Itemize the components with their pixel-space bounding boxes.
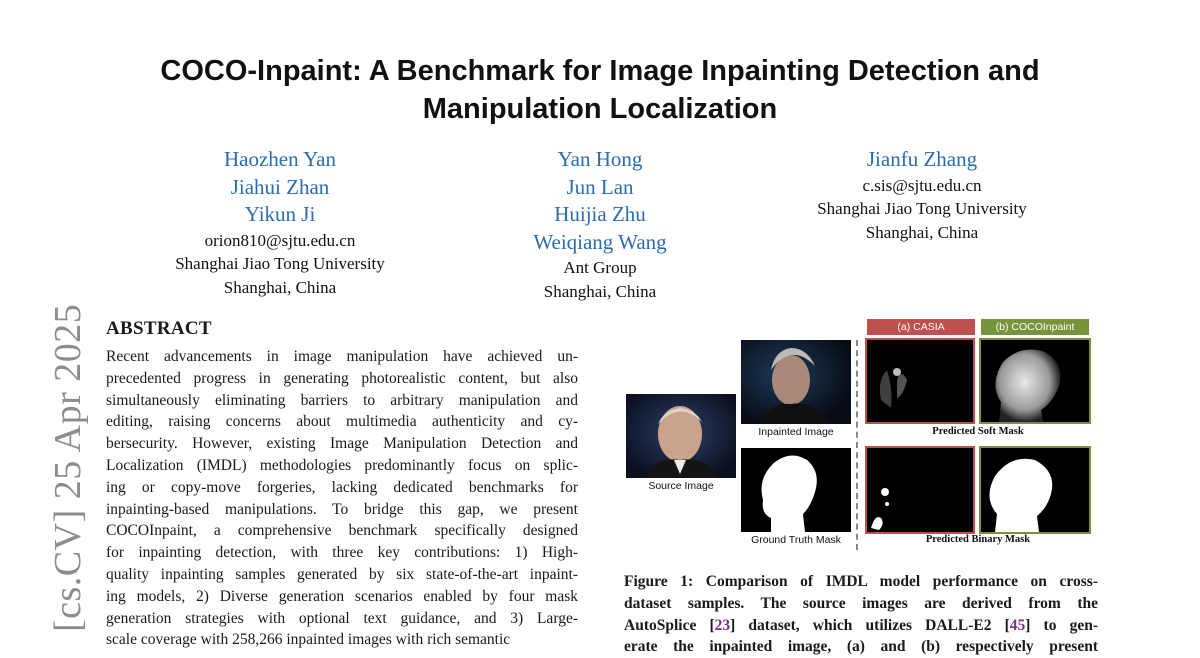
author-location: Shanghai, China <box>543 281 657 301</box>
paper-title <box>90 52 1110 128</box>
abstract-line: Recent advancements in image manipulation have achieved un- <box>106 348 578 365</box>
author-institution: Shanghai Jiao Tong University <box>175 254 385 273</box>
label-predicted-soft-mask: Predicted Soft Mask <box>932 426 1024 437</box>
caption-line <box>624 615 1098 637</box>
abstract-heading: ABSTRACT <box>106 318 212 339</box>
author-email: c.sis@sjtu.edu.cn <box>862 175 982 195</box>
author-email: orion810@sjtu.edu.cn <box>204 230 356 250</box>
author-name-link[interactable]: Jun Lan <box>566 174 634 199</box>
caption-text: ] dataset, which utilizes DALL-E2 [ <box>730 616 1010 634</box>
author-name-link[interactable]: Jianfu Zhang <box>866 147 978 171</box>
cocoinpaint-soft-mask <box>979 338 1091 424</box>
figure-divider <box>856 340 858 550</box>
author-location: Shanghai, China <box>223 277 337 297</box>
inpainted-image <box>741 340 851 424</box>
author-location: Shanghai, China <box>865 222 979 242</box>
author-block-sjtu-2 <box>772 146 1072 244</box>
label-source-image: Source Image <box>648 480 714 492</box>
label-inpainted-image: Inpainted Image <box>758 426 834 438</box>
author-name-link[interactable]: Yan Hong <box>557 147 643 171</box>
title-line-2: Manipulation Localization <box>422 93 778 125</box>
abstract-line: scale coverage with 258,266 inpainted images with rich semantic <box>106 631 511 649</box>
author-name-link[interactable]: Yikun Ji <box>244 202 316 226</box>
caption-line: erate the inpainted image, (a) and (b) respectively present <box>624 638 1098 656</box>
arxiv-stamp: [cs.CV] 25 Apr 2025 <box>47 303 89 632</box>
abstract-line: Localization (IMDL) methodologies predominantly focus on splic- <box>106 456 578 474</box>
abstract-line: inpainting-based manipulations. To bridge this gap, we present <box>106 500 578 518</box>
abstract-line: quality inpainting samples generated by six state-of-the-art inpaint- <box>106 565 578 583</box>
author-institution: Shanghai Jiao Tong University <box>817 199 1027 218</box>
author-block-ant <box>470 146 730 303</box>
abstract-line: for inpainting detection, with three key contributions: 1) High- <box>106 544 578 562</box>
source-image <box>626 394 736 478</box>
caption-line: Figure 1: Comparison of IMDL model performance on cross- <box>624 573 1098 590</box>
abstract-line: editing, raising concerns about multimedia authenticity and cy- <box>106 413 578 431</box>
abstract-line: ing or copy-move forgeries, lacking dedicated benchmarks for <box>106 478 578 496</box>
ground-truth-mask <box>741 448 851 532</box>
abstract-line: bersecurity. However, existing Image Manipulation Detection and <box>106 435 578 453</box>
label-ground-truth-mask: Ground Truth Mask <box>751 534 841 546</box>
tag-casia: (a) CASIA <box>867 319 975 335</box>
abstract-line: generation strategies with optional text guidance, and 3) Large- <box>106 609 578 627</box>
figure-1 <box>622 318 1092 550</box>
label-predicted-binary-mask: Predicted Binary Mask <box>925 534 1031 545</box>
caption-text: ] to gen- <box>1025 616 1099 634</box>
author-name-link[interactable]: Jiahui Zhan <box>230 174 330 199</box>
tag-cocoinpaint: (b) COCOInpaint <box>981 319 1089 335</box>
author-name-link[interactable]: Huijia Zhu <box>554 202 646 226</box>
figure-caption <box>624 571 1098 658</box>
abstract-line: precedented progress in generating photorealistic content, but also <box>106 369 578 387</box>
citation-link[interactable]: 45 <box>1009 616 1026 634</box>
abstract-line: ing models, 2) Diverse generation scenarios enabled by four mask <box>106 587 578 605</box>
author-name-link[interactable]: Haozhen Yan <box>224 147 336 171</box>
casia-binary-mask <box>865 446 975 534</box>
caption-line: dataset samples. The source images are derived from the <box>624 594 1098 612</box>
abstract-body <box>106 346 578 651</box>
citation-link[interactable]: 23 <box>714 616 731 634</box>
author-name-link[interactable]: Weiqiang Wang <box>533 229 667 254</box>
caption-text: AutoSplice [ <box>624 616 715 634</box>
title-line-1: COCO-Inpaint: A Benchmark for Image Inpainting Detection and <box>160 55 1040 87</box>
casia-soft-mask <box>865 338 975 424</box>
author-institution: Ant Group <box>563 258 637 277</box>
author-block-sjtu-1 <box>130 146 430 299</box>
abstract-line: simultaneously eliminating barriers to arbitrary manipulation and <box>106 391 578 409</box>
abstract-line: COCOInpaint, a comprehensive benchmark specifically designed <box>106 522 578 540</box>
cocoinpaint-binary-mask <box>979 446 1091 534</box>
